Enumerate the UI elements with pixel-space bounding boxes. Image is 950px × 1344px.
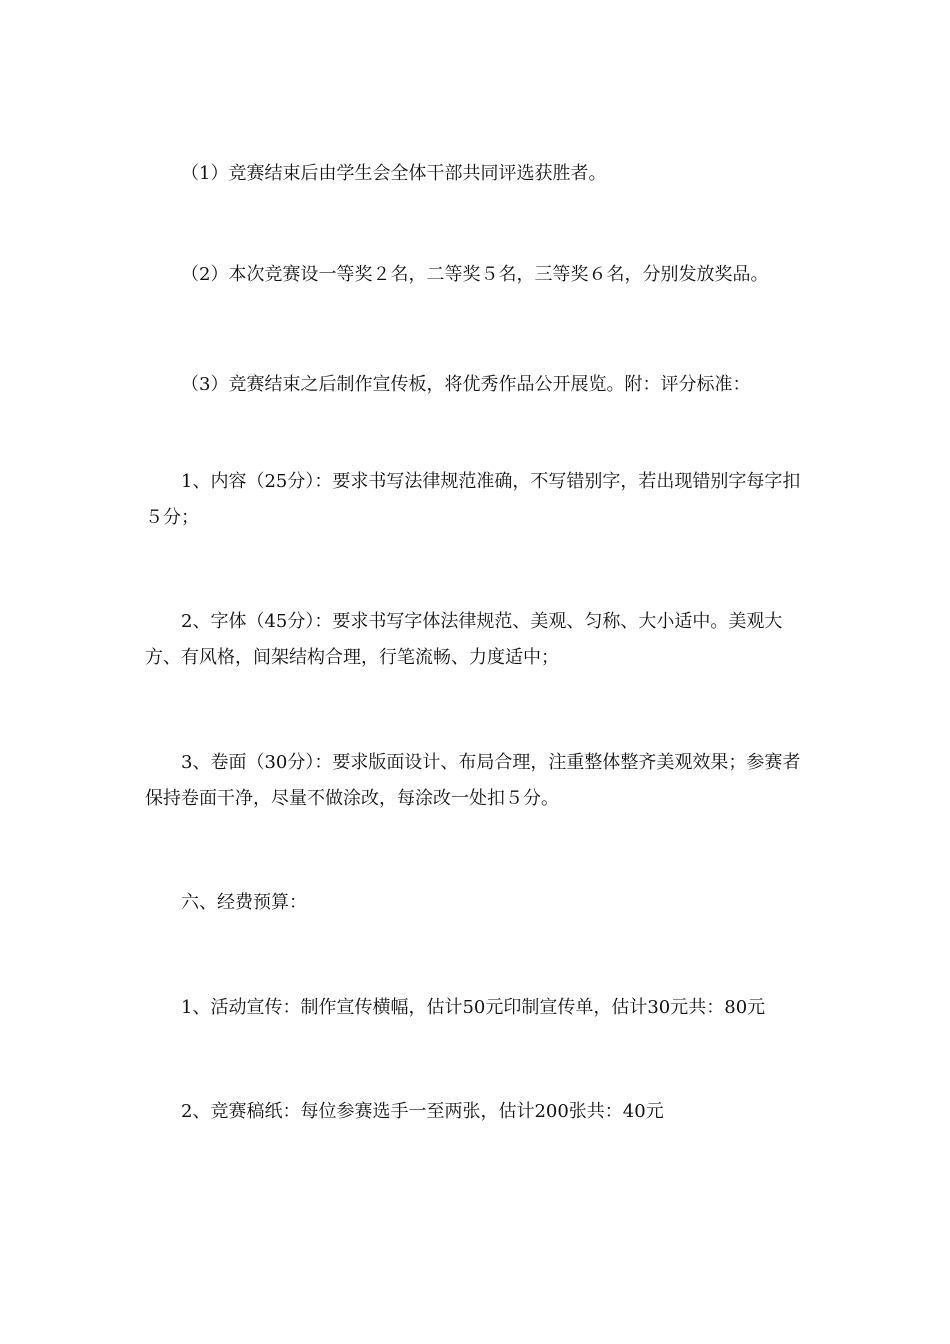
budget-heading: 六、经费预算： [181,892,307,913]
exhibition-paragraph: （3）竞赛结束之后制作宣传板，将优秀作品公开展览。附：评分标准： [181,374,751,395]
font-criteria-paragraph: 2、字体（45分）：要求书写字体法律规范、美观、匀称、大小适中。美观大方、有风格，间架结构合理，行笔流畅、力度适中； [145,611,783,668]
paper-budget-paragraph: 2、竞赛稿纸：每位参赛选手一至两张，估计200张共：40元 [181,1101,664,1122]
publicity-budget-paragraph: 1、活动宣传：制作宣传横幅，估计50元印制宣传单，估计30元共：80元 [181,997,766,1018]
prize-setup-paragraph: （2）本次竞赛设一等奖２名，二等奖５名，三等奖６名，分别发放奖品。 [181,264,769,285]
content-criteria-paragraph: 1、内容（25分）：要求书写法律规范准确，不写错别字，若出现错别字每字扣５分； [145,471,801,528]
award-selection-paragraph: （1）竞赛结束后由学生会全体干部共同评选获胜者。 [181,163,607,184]
layout-criteria-paragraph: 3、卷面（30分）：要求版面设计、布局合理，注重整体整齐美观效果；参赛者保持卷面干净，尽量不做涂改，每涂改一处扣５分。 [145,752,801,809]
